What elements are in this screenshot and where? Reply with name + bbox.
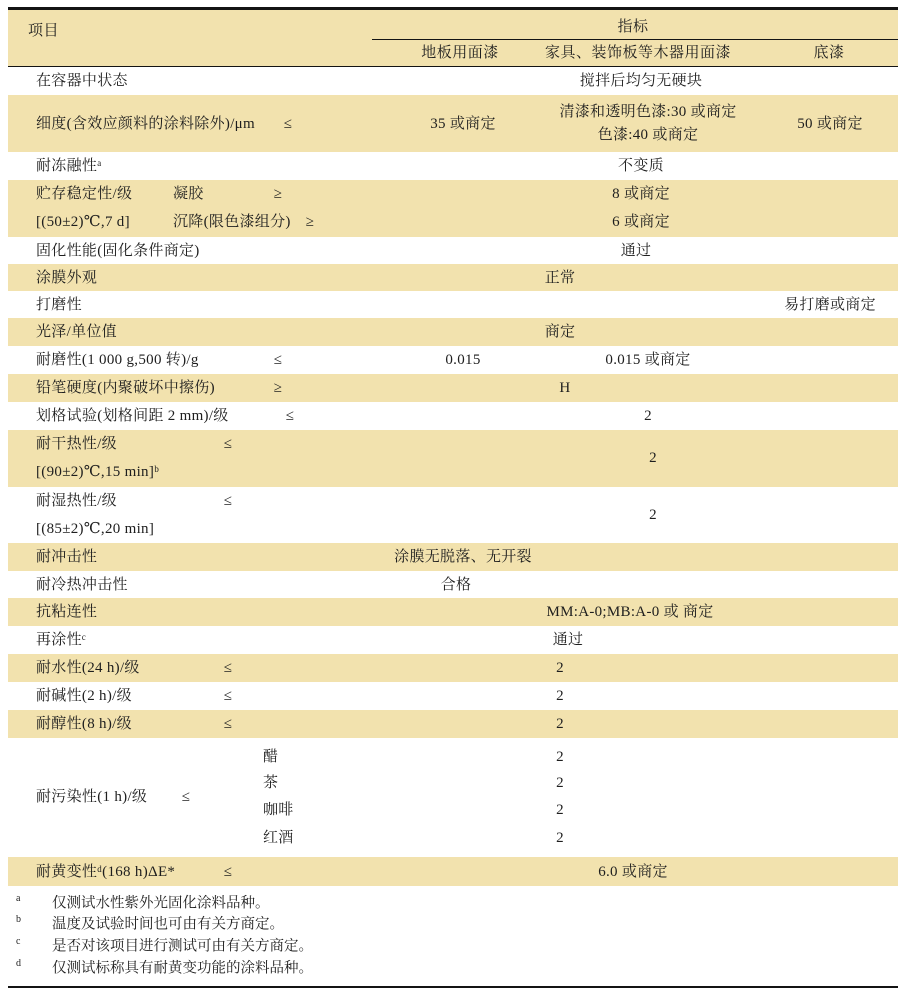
- table-row: [8, 626, 898, 654]
- table-header: [8, 10, 898, 67]
- cell-value: 合格: [440, 576, 472, 593]
- row-label: 在容器中状态: [36, 73, 128, 89]
- compare-symbol: ≥: [273, 380, 283, 396]
- sub-label: 沉降(限色漆组分): [173, 214, 291, 230]
- cell-value: 6 或商定: [612, 214, 670, 230]
- cell-value: 2: [556, 802, 564, 818]
- table-row: [8, 430, 898, 487]
- compare-symbol: ≥: [273, 186, 283, 202]
- row-label: 耐黄变性ᵈ(168 h)ΔE*: [36, 863, 176, 880]
- cell-value: 通过: [552, 632, 584, 648]
- sub-label: 红酒: [263, 830, 294, 846]
- cell-value: 8 或商定: [612, 186, 670, 202]
- table-row: [8, 487, 898, 543]
- header-col-primer: 底漆: [813, 45, 845, 61]
- row-label: 耐冲击性: [36, 549, 98, 565]
- cell-value: 2: [649, 507, 657, 523]
- cell-value: 易打磨或商定: [784, 296, 876, 313]
- table-bottom-border: [8, 986, 898, 988]
- cell-value: 2: [644, 408, 652, 424]
- row-label: 划格试验(划格间距 2 mm)/级: [36, 408, 229, 424]
- footnote-text: 仅测试标称具有耐黄变功能的涂料品种。: [52, 960, 313, 977]
- cell-value: 清漆和透明色漆:30 或商定: [559, 104, 737, 120]
- row-label: 铅笔硬度(内聚破坏中擦伤): [36, 380, 215, 396]
- compare-symbol: ≤: [223, 436, 233, 452]
- row-label: 耐碱性(2 h)/级: [36, 688, 132, 704]
- cell-value: 50 或商定: [797, 115, 863, 132]
- table-row: [8, 180, 898, 237]
- cell-value: 涂膜无脱落、无开裂: [394, 549, 532, 565]
- cell-value: MM:A-0;MB:A-0 或 商定: [546, 604, 714, 620]
- table-row: [8, 543, 898, 571]
- compare-symbol: ≤: [283, 115, 293, 132]
- row-label: 耐湿热性/级: [36, 493, 117, 509]
- footnote-text: 温度及试验时间也可由有关方商定。: [52, 916, 284, 933]
- table-row: [8, 67, 898, 95]
- row-label: 贮存稳定性/级: [36, 186, 133, 202]
- table-row: [8, 402, 898, 430]
- row-label: 耐冷热冲击性: [36, 576, 128, 593]
- compare-symbol: ≤: [223, 863, 233, 880]
- table-row: [8, 374, 898, 402]
- table-row: [8, 571, 898, 598]
- table-row: [8, 152, 898, 180]
- compare-symbol: ≤: [181, 789, 191, 805]
- table-row: [8, 682, 898, 710]
- cell-value: 6.0 或商定: [598, 863, 668, 880]
- header-item-column: 项目: [28, 23, 60, 39]
- cell-value: 2: [556, 660, 564, 676]
- table-row: [8, 857, 898, 886]
- row-label: 光泽/单位值: [36, 324, 117, 340]
- sub-label: 咖啡: [263, 802, 294, 818]
- cell-value: 2: [649, 450, 657, 466]
- row-label: [(90±2)℃,15 min]ᵇ: [36, 464, 160, 480]
- cell-value: H: [559, 380, 571, 396]
- footnote-mark: a: [16, 893, 21, 905]
- cell-value: 2: [556, 775, 564, 791]
- cell-value: 2: [556, 688, 564, 704]
- compare-symbol: ≤: [285, 408, 295, 424]
- compare-symbol: ≤: [223, 688, 233, 704]
- cell-value: 35 或商定: [430, 115, 496, 132]
- table-row: [8, 654, 898, 682]
- footnote-mark: d: [16, 958, 21, 970]
- cell-value: 正常: [544, 269, 576, 286]
- table-row: [8, 738, 898, 857]
- row-label: 耐醇性(8 h)/级: [36, 716, 132, 732]
- row-label: 耐污染性(1 h)/级: [36, 789, 148, 805]
- table-row: [8, 291, 898, 318]
- row-label: [(50±2)℃,7 d]: [36, 214, 130, 230]
- cell-value: 2: [556, 830, 564, 846]
- cell-value: 搅拌后均匀无硬块: [579, 73, 703, 89]
- footnote-text: 是否对该项目进行测试可由有关方商定。: [52, 938, 313, 955]
- table-row: [8, 95, 898, 152]
- compare-symbol: ≤: [223, 716, 233, 732]
- header-col-floor-topcoat: 地板用面漆: [421, 45, 499, 61]
- footnote-mark: c: [16, 936, 21, 948]
- table-row: [8, 598, 898, 626]
- compare-symbol: ≥: [305, 214, 315, 230]
- table-row: [8, 346, 898, 374]
- sub-label: 醋: [263, 749, 279, 765]
- cell-value: 不变质: [618, 158, 664, 174]
- cell-value: 色漆:40 或商定: [597, 127, 699, 143]
- header-index-group: 指标: [617, 19, 649, 35]
- row-label: 固化性能(固化条件商定): [36, 242, 200, 259]
- row-label: [(85±2)℃,20 min]: [36, 521, 155, 537]
- table-row: [8, 237, 898, 264]
- footnote-mark: b: [16, 914, 21, 926]
- compare-symbol: ≤: [223, 660, 233, 676]
- cell-value: 2: [556, 749, 564, 765]
- table-row: [8, 710, 898, 738]
- row-label: 打磨性: [36, 296, 82, 313]
- compare-symbol: ≤: [273, 352, 283, 368]
- footnote-text: 仅测试水性紫外光固化涂料品种。: [52, 895, 270, 912]
- table-row: [8, 318, 898, 346]
- row-label: 细度(含效应颜料的涂料除外)/μm: [36, 115, 255, 132]
- table-row: [8, 264, 898, 291]
- row-label: 耐水性(24 h)/级: [36, 660, 140, 676]
- row-label: 涂膜外观: [36, 269, 98, 286]
- row-label: 再涂性ᶜ: [36, 632, 87, 648]
- cell-value: 商定: [544, 324, 576, 340]
- compare-symbol: ≤: [223, 493, 233, 509]
- cell-value: 通过: [620, 242, 652, 259]
- sub-label: 凝胶: [173, 186, 204, 202]
- row-label: 耐干热性/级: [36, 436, 117, 452]
- row-label: 耐磨性(1 000 g,500 转)/g: [36, 352, 199, 368]
- index-group-underline: [372, 39, 898, 40]
- row-label: 抗粘连性: [36, 604, 98, 620]
- sub-label: 茶: [263, 775, 279, 791]
- cell-value: 0.015: [445, 352, 481, 368]
- row-label: 耐冻融性ᵃ: [36, 158, 102, 174]
- cell-value: 0.015 或商定: [605, 352, 691, 368]
- cell-value: 2: [556, 716, 564, 732]
- header-col-furniture-topcoat: 家具、装饰板等木器用面漆: [544, 45, 732, 61]
